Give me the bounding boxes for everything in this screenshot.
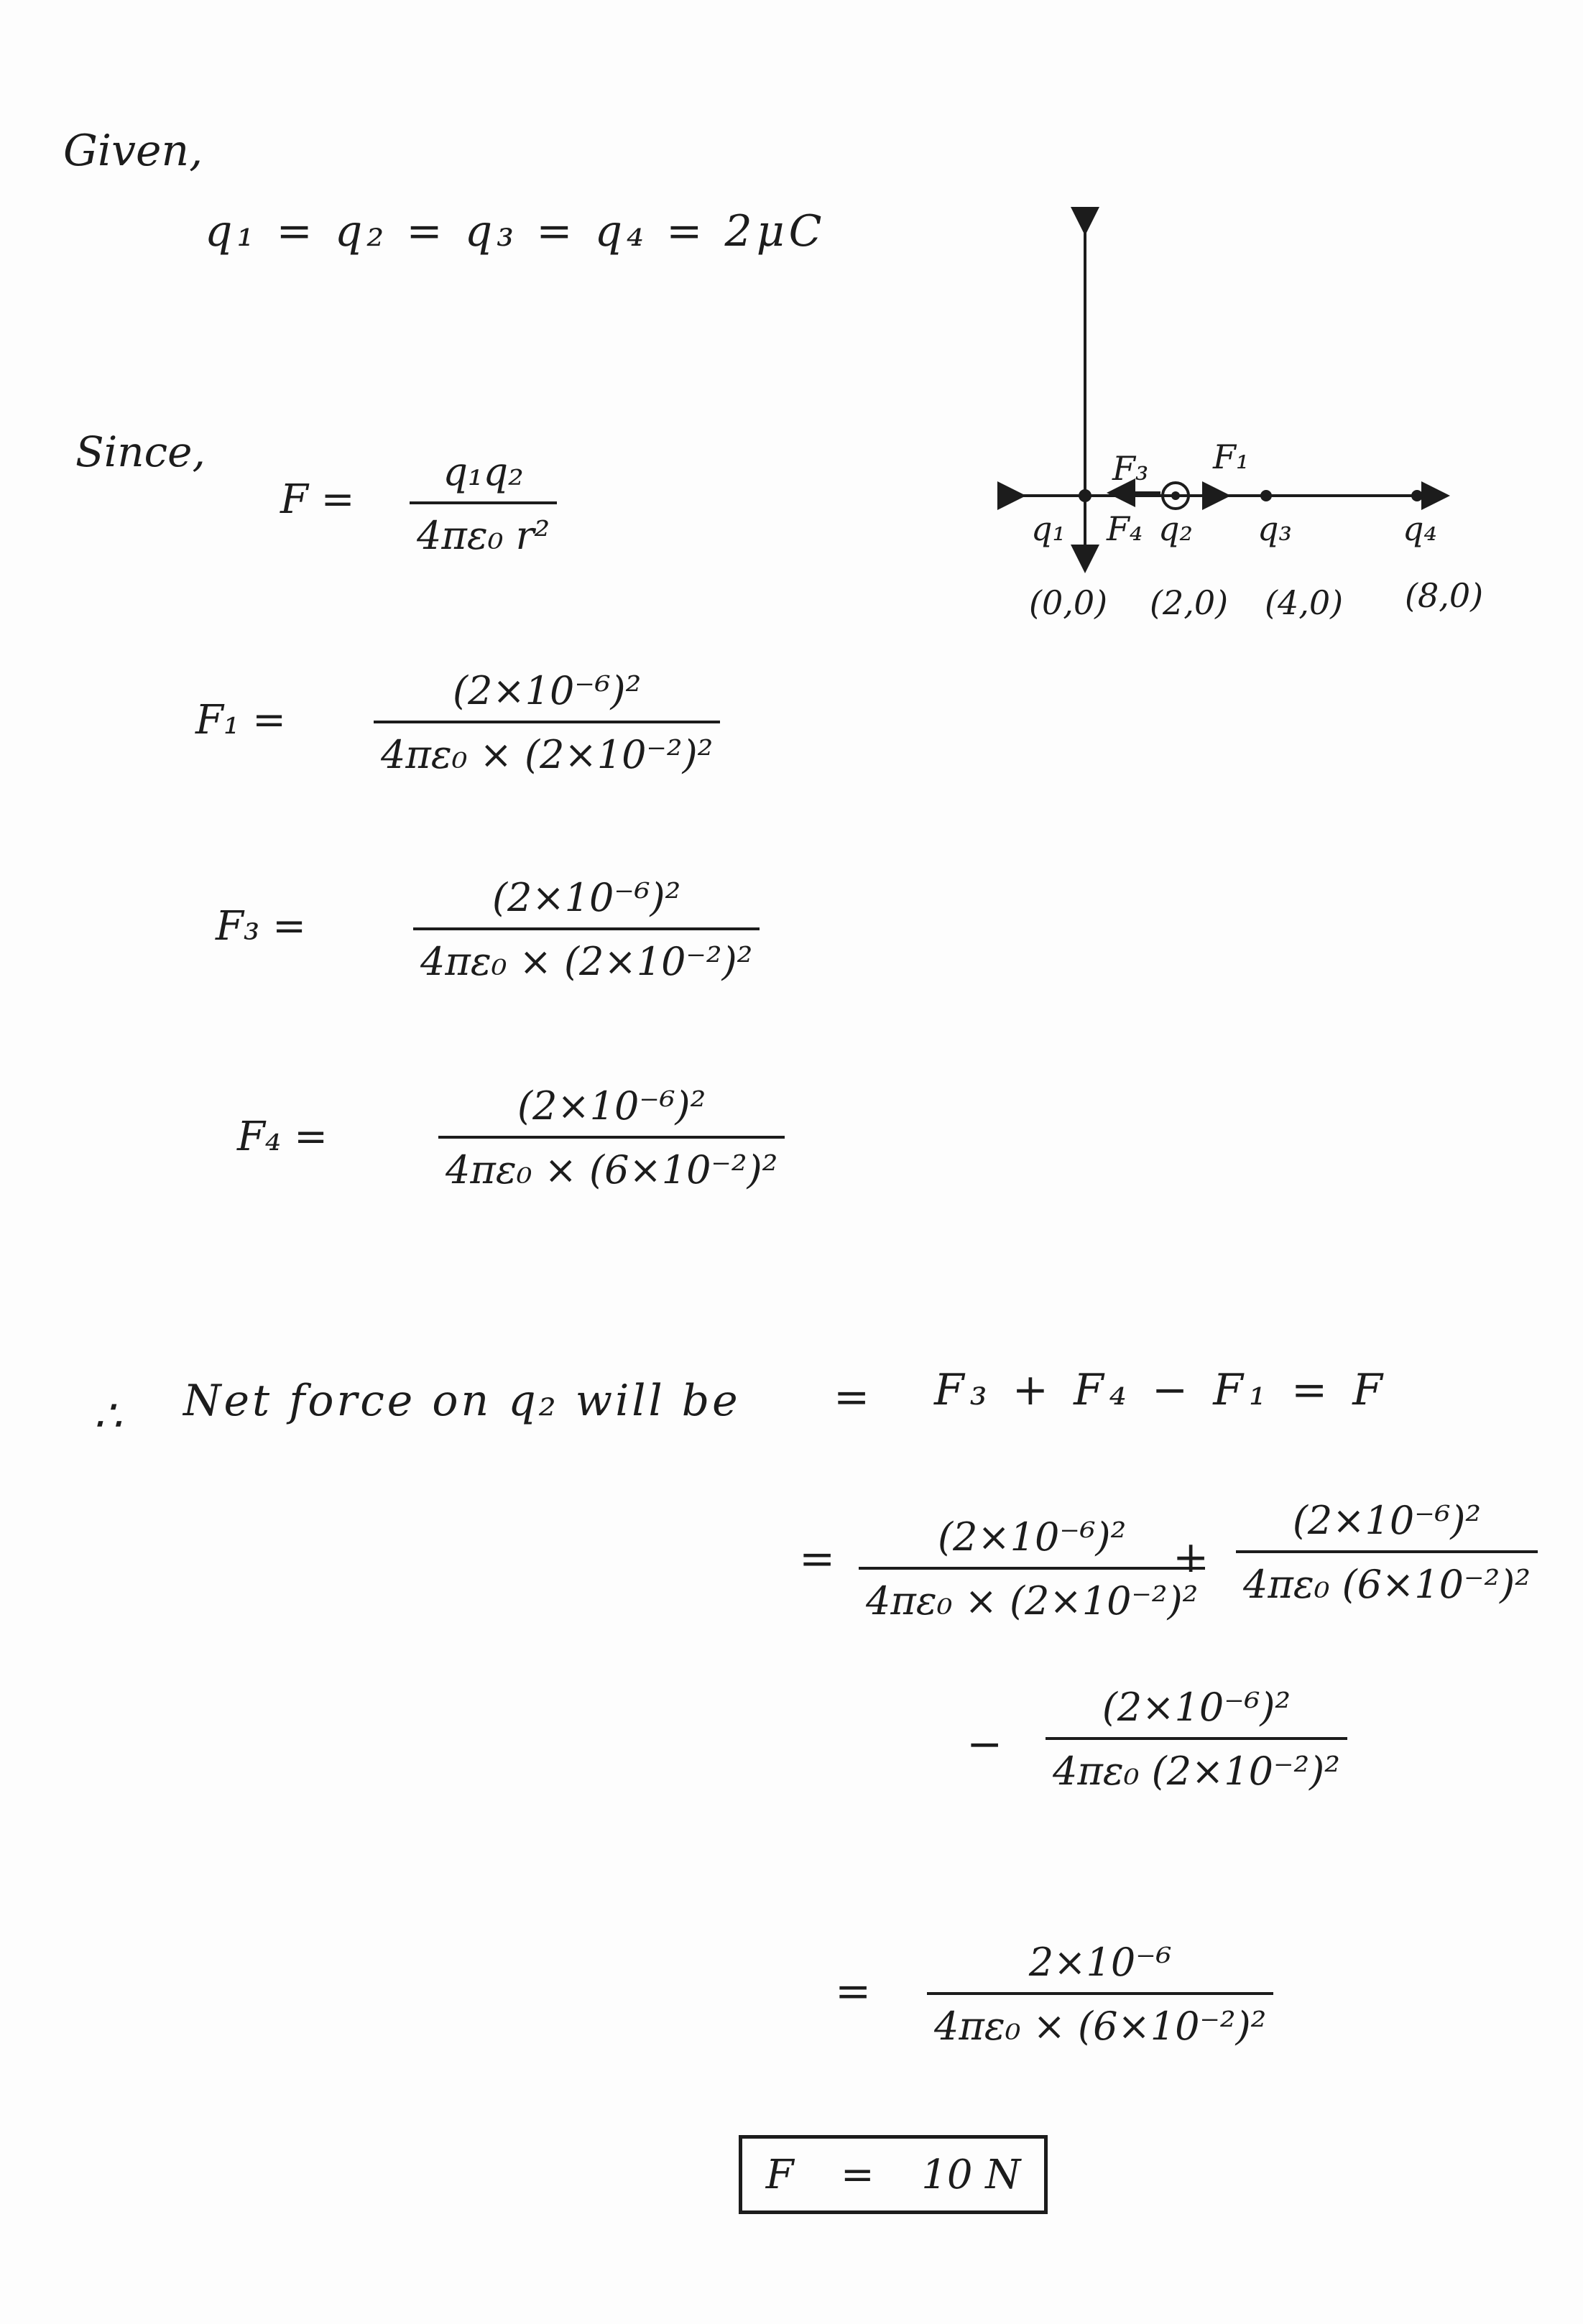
coord-q2: (2,0) — [1150, 583, 1229, 622]
step2-denominator: 4πε₀ × (6×10⁻²)² — [934, 2004, 1267, 2049]
force-label-f1: F₁ — [1213, 438, 1250, 476]
charge-q1-dot — [1079, 489, 1092, 502]
coulomb-lhs: F = — [280, 476, 355, 523]
given-label: Given, — [63, 126, 203, 176]
f3-lhs: F₃ = — [216, 903, 307, 950]
coord-q1: (0,0) — [1029, 583, 1108, 622]
since-label: Since, — [75, 427, 206, 476]
net-force-equals: = — [834, 1372, 870, 1422]
therefore-symbol: ∴ — [93, 1389, 122, 1442]
coord-q3: (4,0) — [1265, 583, 1344, 622]
charge-label-q1: q₁ — [1031, 509, 1066, 548]
f1-numerator: (2×10⁻⁶)² — [453, 668, 642, 713]
coulomb-numerator: q₁q₂ — [443, 449, 524, 494]
net-force-expression: F₃ + F₄ − F₁ = F — [934, 1365, 1388, 1415]
coulomb-denominator: 4πε₀ r² — [417, 513, 550, 558]
f4-numerator: (2×10⁻⁶)² — [517, 1083, 706, 1129]
step1-term1-denominator: 4πε₀ × (2×10⁻²)² — [866, 1578, 1199, 1624]
step1-plus: + — [1173, 1532, 1209, 1583]
step1-term2-denominator: 4πε₀ (6×10⁻²)² — [1243, 1562, 1531, 1607]
f3-denominator: 4πε₀ × (2×10⁻²)² — [420, 939, 753, 984]
f3-numerator: (2×10⁻⁶)² — [492, 875, 681, 920]
charge-label-q2: q₂ — [1158, 509, 1193, 548]
step2-numerator: 2×10⁻⁶ — [1028, 1940, 1172, 1985]
f1-denominator: 4πε₀ × (2×10⁻²)² — [381, 732, 714, 777]
net-force-text: Net force on q₂ will be — [183, 1376, 741, 1426]
charge-label-q3: q₃ — [1257, 509, 1292, 548]
step1-equals: = — [799, 1534, 836, 1584]
coord-q4: (8,0) — [1405, 576, 1484, 615]
step1-term1-numerator: (2×10⁻⁶)² — [938, 1514, 1127, 1560]
force-label-f3: F₃ — [1112, 449, 1149, 488]
f4-lhs: F₄ = — [237, 1114, 328, 1160]
charge-label-q4: q₄ — [1403, 509, 1437, 548]
charge-q3-dot — [1260, 490, 1272, 501]
final-answer-equals: = — [840, 2151, 874, 2198]
force-label-f4: F₄ — [1107, 509, 1143, 548]
step2-equals: = — [835, 1966, 872, 2017]
final-answer-value: 10 N — [921, 2151, 1021, 2198]
step1-term3-numerator: (2×10⁻⁶)² — [1102, 1685, 1291, 1730]
given-equation: q₁ = q₂ = q₃ = q₄ = 2μC — [205, 206, 826, 256]
f1-lhs: F₁ = — [195, 697, 287, 744]
f4-denominator: 4πε₀ × (6×10⁻²)² — [446, 1147, 778, 1193]
step1-minus: − — [966, 1719, 1003, 1769]
charge-q4-dot — [1411, 490, 1423, 501]
charge-q2-dot — [1171, 491, 1180, 500]
step1-term3-denominator: 4πε₀ (2×10⁻²)² — [1053, 1749, 1340, 1794]
final-answer-lhs: F — [765, 2151, 794, 2198]
step1-term2-numerator: (2×10⁻⁶)² — [1292, 1498, 1482, 1543]
